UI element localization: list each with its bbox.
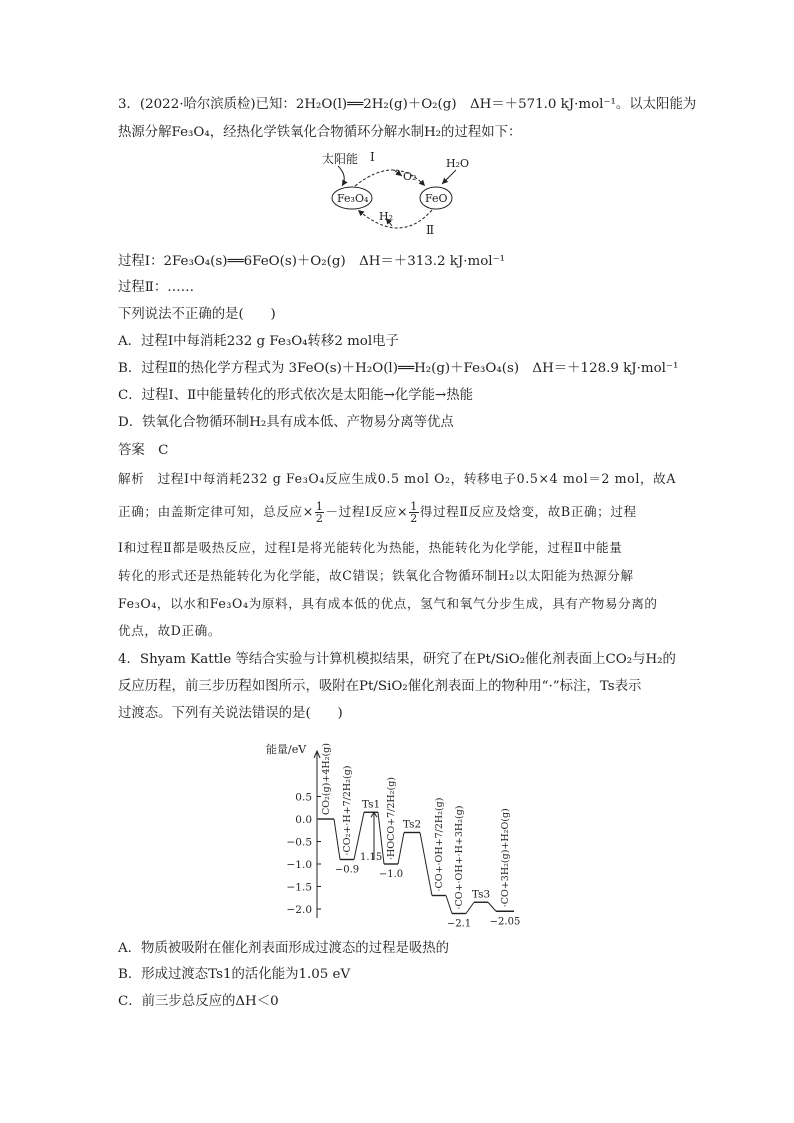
profile-connector (398, 833, 404, 865)
species-label: ·HOCO+7/2H₂(g) (386, 777, 397, 860)
q3-analysis-line5: Fe₃O₄，以水和Fe₃O₄为原料，具有成本低的优点，氢气和氧气分步生成，具有产物易分离的 (118, 596, 658, 611)
q4-option-c: C．前三步总反应的ΔH＜0 (118, 994, 279, 1009)
q4-option-b: B．形成过渡态Ts1的活化能为1.05 eV (118, 967, 351, 982)
q3-prompt: 下列说法不正确的是( ) (118, 307, 276, 322)
q4-stem-line1: 4．Shyam Kattle 等结合实验与计算机模拟结果，研究了在Pt/SiO₂催化剂表面上CO₂与H₂的 (118, 652, 676, 667)
transition-state-label: Ts1 (361, 798, 381, 811)
y-tick-label: −2.0 (286, 904, 312, 916)
q4-option-a: A．物质被吸附在催化剂表面形成过渡态的过程是吸热的 (118, 941, 450, 956)
analysis-text-part2: －过程Ⅰ反应× (325, 504, 409, 519)
q3-option-c: C．过程Ⅰ、Ⅱ中能量转化的形式依次是太阳能→化学能→热能 (118, 388, 474, 403)
q4-stem-line2: 反应历程，前三步历程如图所示，吸附在Pt/SiO₂催化剂表面上的物种用“·”标注，Ts表示 (118, 679, 642, 694)
sun-arrow (338, 166, 344, 186)
q3-answer: 答案 C (118, 443, 169, 458)
diagram-o2-label: O₂ (403, 170, 417, 183)
h2o-arrow (442, 170, 456, 184)
q3-stem-line2: 热源分解Fe₃O₄，经热化学铁氧化合物循环分解水制H₂的过程如下： (118, 125, 522, 140)
fraction-half-1: $\frac{1}{2}$ (315, 500, 324, 525)
q3-process2: 过程Ⅱ：…… (118, 280, 195, 295)
diagram-step1-label: Ⅰ (370, 150, 375, 164)
species-label: CO₂(g)+4H₂(g) (321, 743, 332, 815)
profile-connector (334, 819, 340, 860)
q3-analysis-line3: Ⅰ和过程Ⅱ都是吸热反应，过程Ⅰ是将光能转化为热能，热能转化为化学能，过程Ⅱ中能量 (118, 540, 623, 555)
y-tick-label: −0.5 (286, 836, 312, 849)
profile-connector (420, 833, 432, 896)
species-label: ·CO₂+·H+7/2H₂(g) (342, 765, 353, 856)
species-label: ·CO+·OH+7/2H₂(g) (434, 797, 445, 892)
q3-analysis-line6: 优点，故D正确。 (118, 623, 222, 638)
y-tick-label: 0.5 (295, 791, 312, 804)
y-tick-label: 0.0 (295, 814, 312, 826)
profile-connector (466, 902, 474, 913)
diagram-h2o-label: H₂O (446, 157, 470, 170)
species-label: ·CO+·OH+·H+3H₂(g) (454, 805, 465, 910)
q3-option-b: B．过程Ⅱ的热化学方程式为 3FeO(s)＋H₂O(l)══H₂(g)＋Fe₃O₄(s) ΔH＝＋128.9 kJ·mol⁻¹ (118, 361, 679, 376)
diagram-h2-label: H₂ (379, 210, 394, 223)
q3-option-a: A．过程Ⅰ中每消耗232 g Fe₃O₄转移2 mol电子 (118, 334, 399, 349)
analysis-text-part1: 正确；由盖斯定律可知，总反应× (118, 504, 314, 519)
y-tick-label: −1.0 (286, 859, 312, 871)
energy-profile-chart (262, 732, 538, 932)
cycle-lower-arc (358, 210, 432, 228)
q3-option-d: D．铁氧化合物循环制H₂具有成本低、产物易分离等优点 (118, 415, 454, 430)
transition-state-label: Ts3 (471, 888, 491, 901)
feo-label: FeO (425, 192, 448, 205)
energy-value-label: −0.9 (334, 864, 360, 876)
fe-oxide-cycle-diagram (300, 148, 500, 248)
q3-analysis-line4: 转化的形式还是热能转化为化学能，故C错误；铁氧化合物循环制H₂以太阳能为热源分解 (118, 568, 634, 583)
energy-value-label: −2.05 (489, 916, 521, 928)
y-tick-label: −1.5 (286, 881, 312, 894)
species-label: ·CO+3H₂(g)+H₂O(g) (500, 808, 511, 908)
energy-value-label: −2.1 (446, 918, 472, 930)
q3-analysis-line1: 解析 过程Ⅰ中每消耗232 g Fe₃O₄反应生成0.5 mol O₂，转移电子0.5×4 mol＝2 mol，故A (118, 471, 677, 486)
q4-stem-line3: 过渡态。下列有关说法错误的是( ) (118, 706, 343, 721)
q3-stem-line1: 3．(2022·哈尔滨质检)已知：2H₂O(l)══2H₂(g)＋O₂(g) ΔH＝＋571.0 kJ·mol⁻¹。以太阳能为 (118, 97, 697, 112)
q3-analysis-line2 (118, 500, 637, 524)
profile-connector (488, 902, 496, 911)
fraction-half-2: $\frac{1}{2}$ (410, 500, 418, 525)
q3-process1: 过程Ⅰ：2Fe₃O₄(s)══6FeO(s)＋O₂(g) ΔH＝＋313.2 kJ·mol⁻¹ (118, 254, 506, 269)
diagram-sun-label: 太阳能 (322, 152, 359, 166)
activation-energy-label: 1.15 (360, 851, 383, 863)
profile-connector (446, 896, 452, 914)
energy-value-label: −1.0 (378, 869, 404, 880)
fe3o4-label: Fe₃O₄ (337, 192, 369, 205)
analysis-text-part3: 得过程Ⅱ反应及焓变，故B正确；过程 (419, 504, 637, 519)
y-axis-label: 能量/eV (266, 743, 307, 756)
transition-state-label: Ts2 (402, 818, 422, 831)
diagram-step2-label: Ⅱ (426, 223, 435, 237)
